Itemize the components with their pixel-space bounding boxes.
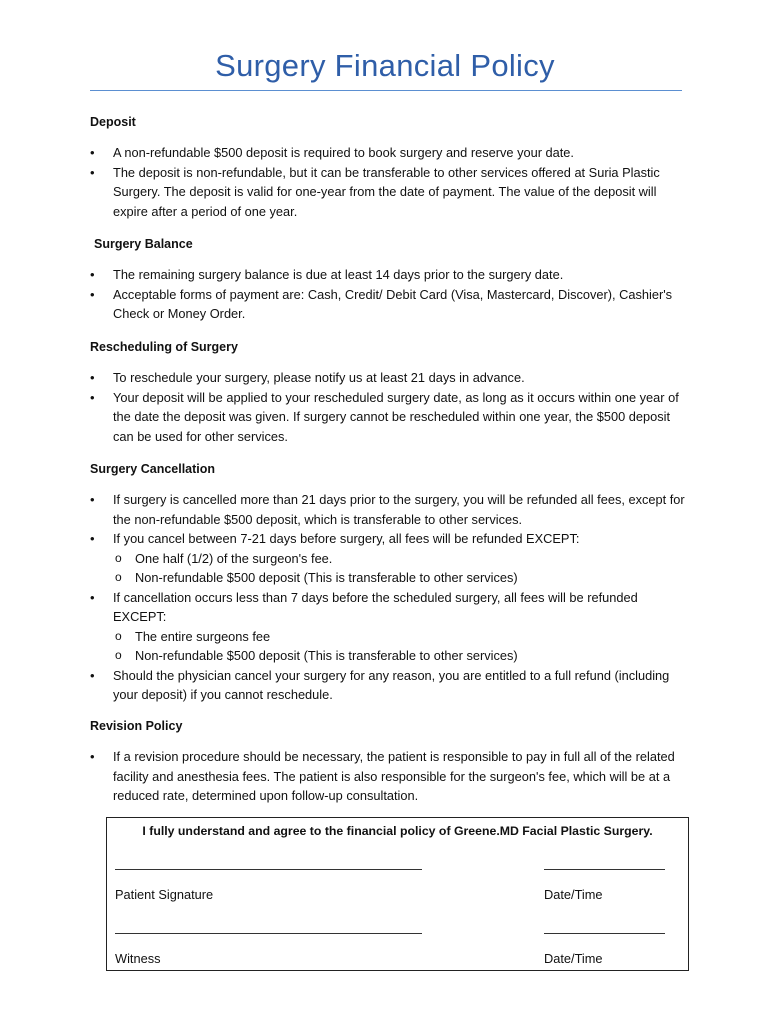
list-item: • If a revision procedure should be necessary, the patient is responsible to pay in full all of the related facility and anesthesia fees. The patient is also responsible for the surgeon's fee, which will be at a reduced rate, determined upon follow-up consultation. (90, 747, 690, 806)
list-item: • The remaining surgery balance is due at least 14 days prior to the surgery date. (90, 265, 690, 285)
witness-signature-line[interactable] (115, 933, 422, 934)
section-revision (90, 719, 690, 806)
section-heading-balance: Surgery Balance (94, 237, 193, 251)
list-item: • Your deposit will be applied to your rescheduled surgery date, as long as it occurs within one year of the date the deposit was given. If surgery cannot be rescheduled within one year, the $500 deposit can be used for other services. (90, 388, 690, 447)
section-heading-revision: Revision Policy (90, 719, 183, 733)
agreement-statement: I fully understand and agree to the financial policy of Greene.MD Facial Plastic Surgery. (142, 824, 653, 838)
list-item: • A non-refundable $500 deposit is required to book surgery and reserve your date. (90, 143, 690, 163)
section-heading-cancellation: Surgery Cancellation (90, 462, 216, 476)
section-heading-deposit: Deposit (90, 115, 136, 129)
witness-label: Witness (115, 951, 161, 966)
balance-list (90, 265, 690, 324)
section-cancellation (90, 462, 690, 705)
patient-datetime-label: Date/Time (544, 887, 603, 902)
list-item: • If you cancel between 7-21 days before surgery, all fees will be refunded EXCEPT: (90, 529, 690, 549)
witness-datetime-line[interactable] (544, 933, 665, 934)
rescheduling-list (90, 368, 690, 446)
section-heading-rescheduling: Rescheduling of Surgery (90, 340, 238, 354)
patient-signature-line[interactable] (115, 869, 422, 870)
list-item: • If surgery is cancelled more than 21 days prior to the surgery, you will be refunded all fees, except for the non-refundable $500 deposit, which is transferable to other services. (90, 490, 690, 529)
patient-signature-label: Patient Signature (115, 887, 214, 902)
list-item: • Should the physician cancel your surgery for any reason, you are entitled to a full refund (including your deposit) if you cannot reschedule. (90, 666, 690, 705)
title-divider (90, 90, 682, 91)
section-rescheduling (90, 340, 690, 446)
cancellation-sublist (90, 549, 690, 588)
cancellation-sublist (90, 627, 690, 666)
sub-list-item: o One half (1/2) of the surgeon's fee. (90, 549, 690, 569)
sub-list-item: o Non-refundable $500 deposit (This is transferable to other services) (90, 646, 690, 666)
witness-datetime-label: Date/Time (544, 951, 603, 966)
patient-datetime-line[interactable] (544, 869, 665, 870)
section-deposit (90, 115, 690, 221)
sub-list-item: o The entire surgeons fee (90, 627, 690, 647)
revision-list (90, 747, 690, 806)
list-item: • To reschedule your surgery, please notify us at least 21 days in advance. (90, 368, 690, 388)
page-title: Surgery Financial Policy (215, 48, 555, 83)
list-item: • If cancellation occurs less than 7 days before the scheduled surgery, all fees will be refunded EXCEPT: (90, 588, 690, 627)
cancellation-list (90, 490, 690, 549)
agreement-box (106, 817, 689, 971)
section-surgery-balance (90, 237, 690, 324)
list-item: • Acceptable forms of payment are: Cash, Credit/ Debit Card (Visa, Mastercard, Discover), Cashier's Check or Money Order. (90, 285, 690, 324)
sub-list-item: o Non-refundable $500 deposit (This is transferable to other services) (90, 568, 690, 588)
list-item: • The deposit is non-refundable, but it can be transferable to other services offered at Suria Plastic Surgery. The deposit is valid for one-year from the date of payment. The value of the deposit will expire after a period of one year. (90, 163, 690, 222)
deposit-list (90, 143, 690, 221)
